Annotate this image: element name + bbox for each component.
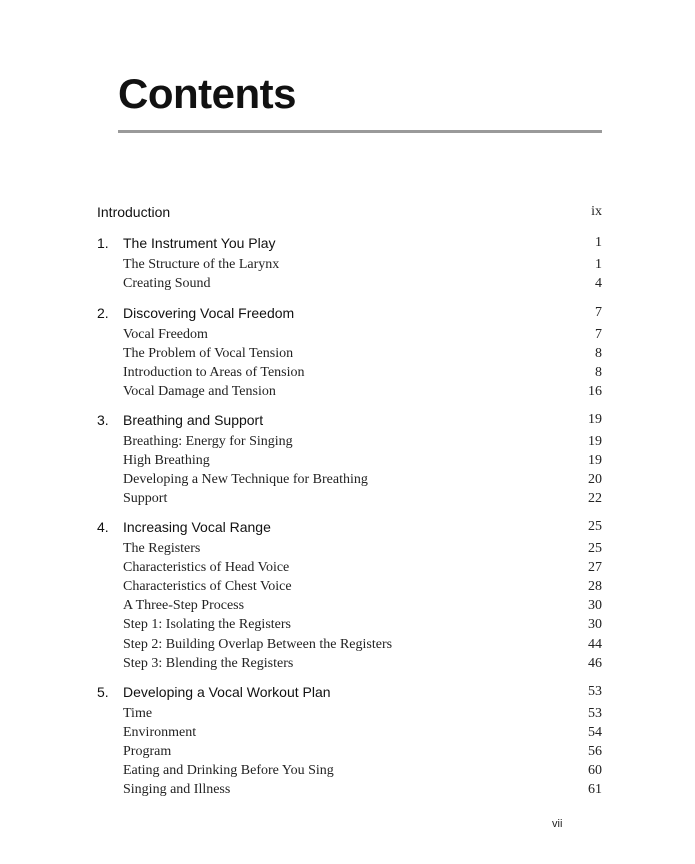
section-title: A Three-Step Process (123, 598, 245, 613)
toc-chapter-2[interactable] (0, 305, 695, 325)
page-number: vii (552, 818, 563, 830)
section-page: 19 (588, 453, 602, 468)
chapter-number: 2. (97, 305, 109, 321)
toc-section[interactable] (0, 491, 695, 511)
section-page: 20 (588, 472, 602, 487)
chapter-number: 5. (97, 684, 109, 700)
chapter-number: 4. (97, 519, 109, 535)
section-title: Creating Sound (123, 276, 211, 291)
section-title: Singing and Illness (123, 782, 231, 797)
section-title: The Problem of Vocal Tension (123, 346, 294, 361)
section-page: 46 (588, 656, 602, 671)
chapter-page: 53 (588, 684, 602, 699)
section-page: 8 (595, 365, 602, 380)
toc-chapter-4[interactable] (0, 519, 695, 539)
chapter-title: The Instrument You Play (123, 235, 276, 251)
toc-chapter-1[interactable] (0, 235, 695, 255)
section-page: 4 (595, 276, 602, 291)
section-title: Vocal Freedom (123, 327, 208, 342)
toc-section[interactable] (0, 384, 695, 404)
section-title: The Structure of the Larynx (123, 257, 280, 272)
section-title: Time (123, 706, 153, 721)
chapter-title: Discovering Vocal Freedom (123, 305, 295, 321)
toc-section[interactable] (0, 637, 695, 657)
section-page: 30 (588, 598, 602, 613)
toc-section[interactable] (0, 598, 695, 618)
section-page: 28 (588, 579, 602, 594)
section-title: High Breathing (123, 453, 210, 468)
section-title: Program (123, 744, 172, 759)
section-title: Step 2: Building Overlap Between the Registers (123, 637, 393, 652)
section-title: Eating and Drinking Before You Sing (123, 763, 334, 778)
toc-section[interactable] (0, 541, 695, 561)
toc-section[interactable] (0, 706, 695, 726)
toc-section[interactable] (0, 472, 695, 492)
chapter-page: 25 (588, 519, 602, 534)
chapter-number: 1. (97, 235, 109, 251)
chapter-title: Developing a Vocal Workout Plan (123, 684, 331, 700)
page-title: Contents (118, 70, 296, 117)
section-title: Characteristics of Head Voice (123, 560, 290, 575)
chapter-page: 19 (588, 412, 602, 427)
section-page: 60 (588, 763, 602, 778)
section-page: 8 (595, 346, 602, 361)
entry-title: Introduction (97, 204, 171, 220)
section-title: Breathing: Energy for Singing (123, 434, 293, 449)
toc-section[interactable] (0, 560, 695, 580)
toc-entry-introduction[interactable] (0, 204, 695, 224)
section-page: 7 (595, 327, 602, 342)
chapter-number: 3. (97, 412, 109, 428)
toc-section[interactable] (0, 276, 695, 296)
section-title: Developing a New Technique for Breathing (123, 472, 368, 487)
toc-section[interactable] (0, 725, 695, 745)
section-title: Introduction to Areas of Tension (123, 365, 305, 380)
toc-section[interactable] (0, 656, 695, 676)
toc-section[interactable] (0, 579, 695, 599)
toc-section[interactable] (0, 453, 695, 473)
toc-section[interactable] (0, 346, 695, 366)
section-page: 54 (588, 725, 602, 740)
toc-section[interactable] (0, 744, 695, 764)
entry-page: ix (591, 204, 602, 219)
section-title: The Registers (123, 541, 201, 556)
toc-section[interactable] (0, 782, 695, 802)
section-title: Support (123, 491, 168, 506)
chapter-page: 7 (595, 305, 602, 320)
chapter-page: 1 (595, 235, 602, 250)
toc-chapter-5[interactable] (0, 684, 695, 704)
section-page: 19 (588, 434, 602, 449)
section-page: 61 (588, 782, 602, 797)
section-page: 30 (588, 617, 602, 632)
section-page: 1 (595, 257, 602, 272)
toc-section[interactable] (0, 365, 695, 385)
section-page: 16 (588, 384, 602, 399)
section-page: 56 (588, 744, 602, 759)
chapter-title: Breathing and Support (123, 412, 264, 428)
toc-section[interactable] (0, 434, 695, 454)
toc-section[interactable] (0, 327, 695, 347)
section-page: 25 (588, 541, 602, 556)
section-page: 27 (588, 560, 602, 575)
section-title: Step 1: Isolating the Registers (123, 617, 291, 632)
section-page: 53 (588, 706, 602, 721)
section-title: Step 3: Blending the Registers (123, 656, 294, 671)
toc-section[interactable] (0, 617, 695, 637)
section-title: Environment (123, 725, 197, 740)
chapter-title: Increasing Vocal Range (123, 519, 271, 535)
title-divider (118, 130, 602, 133)
section-title: Characteristics of Chest Voice (123, 579, 292, 594)
section-page: 22 (588, 491, 602, 506)
toc-chapter-3[interactable] (0, 412, 695, 432)
section-page: 44 (588, 637, 602, 652)
toc-section[interactable] (0, 763, 695, 783)
toc-section[interactable] (0, 257, 695, 277)
section-title: Vocal Damage and Tension (123, 384, 276, 399)
